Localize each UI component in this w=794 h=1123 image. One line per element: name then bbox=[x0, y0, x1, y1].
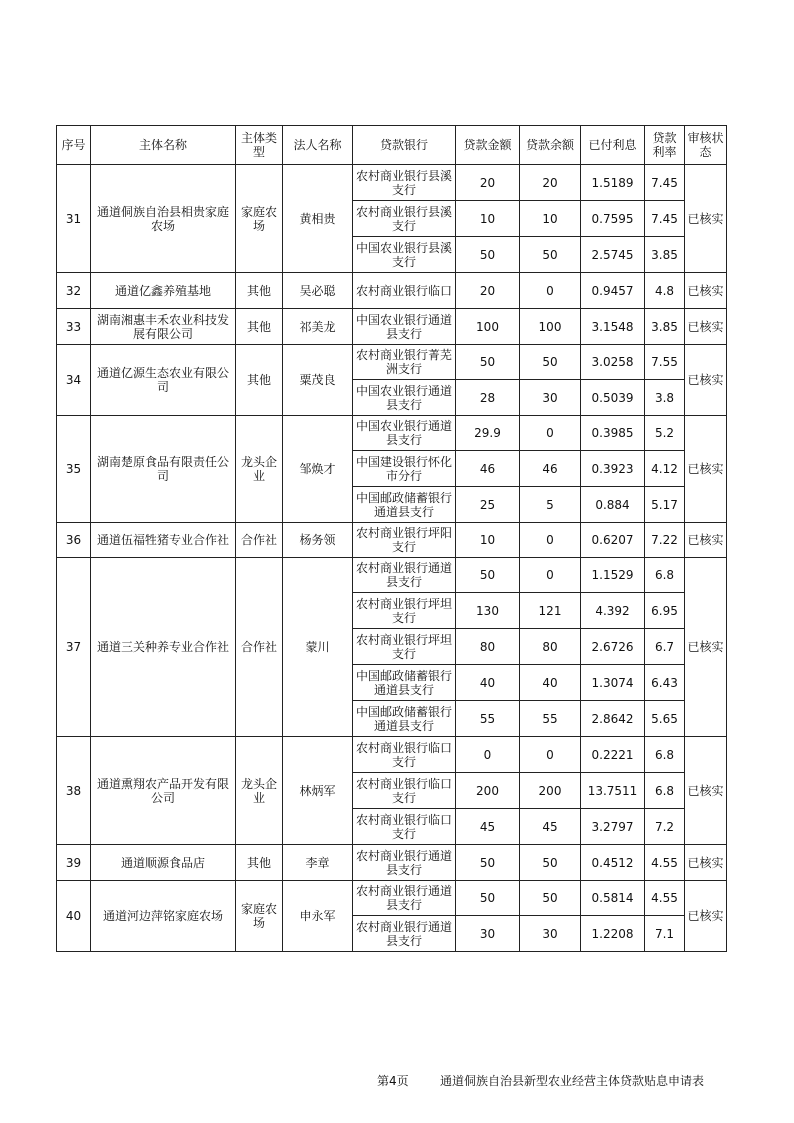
cell-loan-rate: 7.45 bbox=[645, 165, 685, 201]
cell-loan-balance: 200 bbox=[520, 773, 581, 809]
cell-loan-rate: 5.17 bbox=[645, 487, 685, 523]
cell-interest-paid: 2.8642 bbox=[581, 701, 645, 737]
cell-no: 34 bbox=[57, 345, 91, 416]
cell-loan-balance: 50 bbox=[520, 881, 581, 916]
cell-loan-amount: 100 bbox=[456, 309, 520, 345]
footer-document-title: 通道侗族自治县新型农业经营主体贷款贴息申请表 bbox=[440, 1074, 705, 1088]
cell-entity-name: 湖南楚原食品有限责任公司 bbox=[91, 416, 236, 523]
cell-entity-name: 通道亿鑫养殖基地 bbox=[91, 273, 236, 309]
cell-loan-amount: 55 bbox=[456, 701, 520, 737]
cell-loan-amount: 20 bbox=[456, 273, 520, 309]
cell-loan-rate: 4.55 bbox=[645, 845, 685, 881]
table-row bbox=[57, 523, 727, 558]
cell-entity-type: 家庭农场 bbox=[236, 165, 283, 273]
cell-interest-paid: 1.3074 bbox=[581, 665, 645, 701]
cell-loan-rate: 6.8 bbox=[645, 737, 685, 773]
table-row bbox=[57, 416, 727, 451]
cell-loan-balance: 45 bbox=[520, 809, 581, 845]
cell-interest-paid: 3.0258 bbox=[581, 345, 645, 380]
loan-subsidy-table bbox=[56, 125, 727, 952]
page-number: 第4页 bbox=[377, 1074, 409, 1088]
cell-no: 36 bbox=[57, 523, 91, 558]
cell-interest-paid: 2.6726 bbox=[581, 629, 645, 665]
cell-loan-amount: 80 bbox=[456, 629, 520, 665]
cell-loan-amount: 29.9 bbox=[456, 416, 520, 451]
cell-loan-balance: 50 bbox=[520, 237, 581, 273]
cell-bank: 农村商业银行通道县支行 bbox=[353, 881, 456, 916]
cell-interest-paid: 2.5745 bbox=[581, 237, 645, 273]
cell-review-status: 已核实 bbox=[685, 737, 727, 845]
cell-bank: 中国农业银行县溪支行 bbox=[353, 237, 456, 273]
cell-entity-name: 通道熏翔农产品开发有限公司 bbox=[91, 737, 236, 845]
cell-review-status: 已核实 bbox=[685, 345, 727, 416]
cell-loan-amount: 45 bbox=[456, 809, 520, 845]
table-row bbox=[57, 345, 727, 380]
cell-no: 35 bbox=[57, 416, 91, 523]
cell-entity-type: 其他 bbox=[236, 845, 283, 881]
cell-interest-paid: 0.9457 bbox=[581, 273, 645, 309]
cell-loan-rate: 3.8 bbox=[645, 380, 685, 416]
cell-loan-balance: 10 bbox=[520, 201, 581, 237]
cell-loan-amount: 50 bbox=[456, 237, 520, 273]
cell-loan-rate: 7.1 bbox=[645, 916, 685, 952]
cell-loan-balance: 46 bbox=[520, 451, 581, 487]
header-entity-type: 主体类型 bbox=[236, 126, 283, 165]
cell-legal-person: 邹焕才 bbox=[283, 416, 353, 523]
cell-loan-balance: 5 bbox=[520, 487, 581, 523]
cell-interest-paid: 4.392 bbox=[581, 593, 645, 629]
cell-loan-rate: 5.2 bbox=[645, 416, 685, 451]
cell-interest-paid: 0.884 bbox=[581, 487, 645, 523]
cell-review-status: 已核实 bbox=[685, 165, 727, 273]
cell-loan-balance: 30 bbox=[520, 916, 581, 952]
cell-legal-person: 粟茂良 bbox=[283, 345, 353, 416]
cell-bank: 中国邮政储蓄银行通道县支行 bbox=[353, 665, 456, 701]
cell-entity-name: 通道顺源食品店 bbox=[91, 845, 236, 881]
cell-entity-type: 龙头企业 bbox=[236, 416, 283, 523]
cell-loan-amount: 50 bbox=[456, 345, 520, 380]
cell-legal-person: 李章 bbox=[283, 845, 353, 881]
cell-bank: 农村商业银行菁芜洲支行 bbox=[353, 345, 456, 380]
cell-loan-balance: 30 bbox=[520, 380, 581, 416]
cell-loan-rate: 4.55 bbox=[645, 881, 685, 916]
cell-review-status: 已核实 bbox=[685, 309, 727, 345]
cell-bank: 中国农业银行通道县支行 bbox=[353, 380, 456, 416]
cell-loan-balance: 55 bbox=[520, 701, 581, 737]
cell-loan-rate: 6.95 bbox=[645, 593, 685, 629]
header-legal-person: 法人名称 bbox=[283, 126, 353, 165]
cell-loan-amount: 10 bbox=[456, 523, 520, 558]
cell-interest-paid: 3.1548 bbox=[581, 309, 645, 345]
cell-legal-person: 杨务领 bbox=[283, 523, 353, 558]
cell-bank: 农村商业银行县溪支行 bbox=[353, 165, 456, 201]
cell-bank: 农村商业银行临口 bbox=[353, 273, 456, 309]
cell-bank: 农村商业银行临口支行 bbox=[353, 809, 456, 845]
cell-review-status: 已核实 bbox=[685, 523, 727, 558]
cell-loan-amount: 40 bbox=[456, 665, 520, 701]
header-row bbox=[57, 126, 727, 165]
cell-bank: 农村商业银行坪阳支行 bbox=[353, 523, 456, 558]
cell-loan-rate: 7.22 bbox=[645, 523, 685, 558]
table-row bbox=[57, 881, 727, 916]
cell-loan-rate: 7.55 bbox=[645, 345, 685, 380]
cell-entity-name: 通道伍福牲猪专业合作社 bbox=[91, 523, 236, 558]
cell-review-status: 已核实 bbox=[685, 881, 727, 952]
cell-loan-amount: 25 bbox=[456, 487, 520, 523]
cell-interest-paid: 0.2221 bbox=[581, 737, 645, 773]
cell-entity-name: 通道侗族自治县相贵家庭农场 bbox=[91, 165, 236, 273]
cell-no: 39 bbox=[57, 845, 91, 881]
cell-bank: 中国邮政储蓄银行通道县支行 bbox=[353, 701, 456, 737]
cell-entity-name: 通道三关种养专业合作社 bbox=[91, 558, 236, 737]
table-row bbox=[57, 558, 727, 593]
cell-loan-balance: 100 bbox=[520, 309, 581, 345]
cell-loan-amount: 20 bbox=[456, 165, 520, 201]
cell-no: 37 bbox=[57, 558, 91, 737]
header-loan-balance: 贷款余额 bbox=[520, 126, 581, 165]
cell-bank: 农村商业银行通道县支行 bbox=[353, 845, 456, 881]
cell-entity-name: 湖南湘惠丰禾农业科技发展有限公司 bbox=[91, 309, 236, 345]
cell-loan-balance: 0 bbox=[520, 273, 581, 309]
header-interest-paid: 已付利息 bbox=[581, 126, 645, 165]
cell-loan-balance: 80 bbox=[520, 629, 581, 665]
table-row bbox=[57, 737, 727, 773]
cell-entity-name: 通道河边萍铭家庭农场 bbox=[91, 881, 236, 952]
cell-bank: 农村商业银行临口支行 bbox=[353, 737, 456, 773]
cell-loan-amount: 28 bbox=[456, 380, 520, 416]
table-row bbox=[57, 165, 727, 201]
cell-loan-rate: 6.7 bbox=[645, 629, 685, 665]
cell-interest-paid: 0.3985 bbox=[581, 416, 645, 451]
cell-legal-person: 蒙川 bbox=[283, 558, 353, 737]
cell-interest-paid: 1.5189 bbox=[581, 165, 645, 201]
cell-entity-type: 龙头企业 bbox=[236, 737, 283, 845]
cell-legal-person: 林炳军 bbox=[283, 737, 353, 845]
cell-entity-type: 合作社 bbox=[236, 558, 283, 737]
cell-interest-paid: 0.3923 bbox=[581, 451, 645, 487]
cell-bank: 中国农业银行通道县支行 bbox=[353, 309, 456, 345]
cell-no: 32 bbox=[57, 273, 91, 309]
cell-entity-type: 其他 bbox=[236, 309, 283, 345]
cell-entity-type: 合作社 bbox=[236, 523, 283, 558]
cell-interest-paid: 3.2797 bbox=[581, 809, 645, 845]
cell-interest-paid: 1.1529 bbox=[581, 558, 645, 593]
header-no: 序号 bbox=[57, 126, 91, 165]
table-row bbox=[57, 273, 727, 309]
cell-loan-balance: 50 bbox=[520, 845, 581, 881]
cell-loan-balance: 50 bbox=[520, 345, 581, 380]
cell-no: 33 bbox=[57, 309, 91, 345]
cell-loan-amount: 50 bbox=[456, 881, 520, 916]
cell-bank: 农村商业银行坪坦支行 bbox=[353, 629, 456, 665]
cell-entity-type: 家庭农场 bbox=[236, 881, 283, 952]
cell-interest-paid: 0.5039 bbox=[581, 380, 645, 416]
cell-no: 31 bbox=[57, 165, 91, 273]
cell-loan-rate: 5.65 bbox=[645, 701, 685, 737]
table-row bbox=[57, 845, 727, 881]
cell-review-status: 已核实 bbox=[685, 273, 727, 309]
cell-interest-paid: 0.4512 bbox=[581, 845, 645, 881]
cell-loan-balance: 0 bbox=[520, 416, 581, 451]
cell-interest-paid: 0.5814 bbox=[581, 881, 645, 916]
cell-loan-balance: 121 bbox=[520, 593, 581, 629]
cell-loan-rate: 6.8 bbox=[645, 558, 685, 593]
cell-loan-rate: 4.8 bbox=[645, 273, 685, 309]
cell-loan-balance: 20 bbox=[520, 165, 581, 201]
header-bank: 贷款银行 bbox=[353, 126, 456, 165]
cell-no: 38 bbox=[57, 737, 91, 845]
cell-loan-rate: 4.12 bbox=[645, 451, 685, 487]
cell-entity-name: 通道亿源生态农业有限公司 bbox=[91, 345, 236, 416]
cell-loan-amount: 46 bbox=[456, 451, 520, 487]
cell-loan-balance: 0 bbox=[520, 523, 581, 558]
cell-bank: 中国邮政储蓄银行通道县支行 bbox=[353, 487, 456, 523]
cell-loan-balance: 0 bbox=[520, 737, 581, 773]
cell-legal-person: 吴必聪 bbox=[283, 273, 353, 309]
header-review-status: 审核状态 bbox=[685, 126, 727, 165]
cell-loan-amount: 0 bbox=[456, 737, 520, 773]
cell-bank: 中国农业银行通道县支行 bbox=[353, 416, 456, 451]
cell-review-status: 已核实 bbox=[685, 558, 727, 737]
cell-interest-paid: 13.7511 bbox=[581, 773, 645, 809]
cell-review-status: 已核实 bbox=[685, 845, 727, 881]
table-body bbox=[57, 165, 727, 952]
cell-loan-amount: 200 bbox=[456, 773, 520, 809]
cell-loan-amount: 10 bbox=[456, 201, 520, 237]
header-loan-amount: 贷款金额 bbox=[456, 126, 520, 165]
header-loan-rate: 贷款利率 bbox=[645, 126, 685, 165]
cell-entity-type: 其他 bbox=[236, 345, 283, 416]
cell-legal-person: 祁美龙 bbox=[283, 309, 353, 345]
cell-legal-person: 申永军 bbox=[283, 881, 353, 952]
cell-legal-person: 黄相贵 bbox=[283, 165, 353, 273]
cell-bank: 农村商业银行县溪支行 bbox=[353, 201, 456, 237]
cell-review-status: 已核实 bbox=[685, 416, 727, 523]
cell-loan-rate: 7.2 bbox=[645, 809, 685, 845]
cell-no: 40 bbox=[57, 881, 91, 952]
cell-bank: 中国建设银行怀化市分行 bbox=[353, 451, 456, 487]
cell-interest-paid: 0.7595 bbox=[581, 201, 645, 237]
cell-loan-amount: 50 bbox=[456, 558, 520, 593]
cell-loan-rate: 6.43 bbox=[645, 665, 685, 701]
cell-loan-rate: 3.85 bbox=[645, 309, 685, 345]
cell-loan-amount: 30 bbox=[456, 916, 520, 952]
cell-bank: 农村商业银行通道县支行 bbox=[353, 916, 456, 952]
cell-loan-rate: 7.45 bbox=[645, 201, 685, 237]
cell-interest-paid: 0.6207 bbox=[581, 523, 645, 558]
cell-bank: 农村商业银行通道县支行 bbox=[353, 558, 456, 593]
cell-loan-amount: 130 bbox=[456, 593, 520, 629]
cell-loan-rate: 3.85 bbox=[645, 237, 685, 273]
cell-bank: 农村商业银行坪坦支行 bbox=[353, 593, 456, 629]
cell-loan-amount: 50 bbox=[456, 845, 520, 881]
cell-entity-type: 其他 bbox=[236, 273, 283, 309]
cell-bank: 农村商业银行临口支行 bbox=[353, 773, 456, 809]
header-entity-name: 主体名称 bbox=[91, 126, 236, 165]
table-row bbox=[57, 309, 727, 345]
cell-loan-balance: 0 bbox=[520, 558, 581, 593]
cell-interest-paid: 1.2208 bbox=[581, 916, 645, 952]
cell-loan-balance: 40 bbox=[520, 665, 581, 701]
cell-loan-rate: 6.8 bbox=[645, 773, 685, 809]
